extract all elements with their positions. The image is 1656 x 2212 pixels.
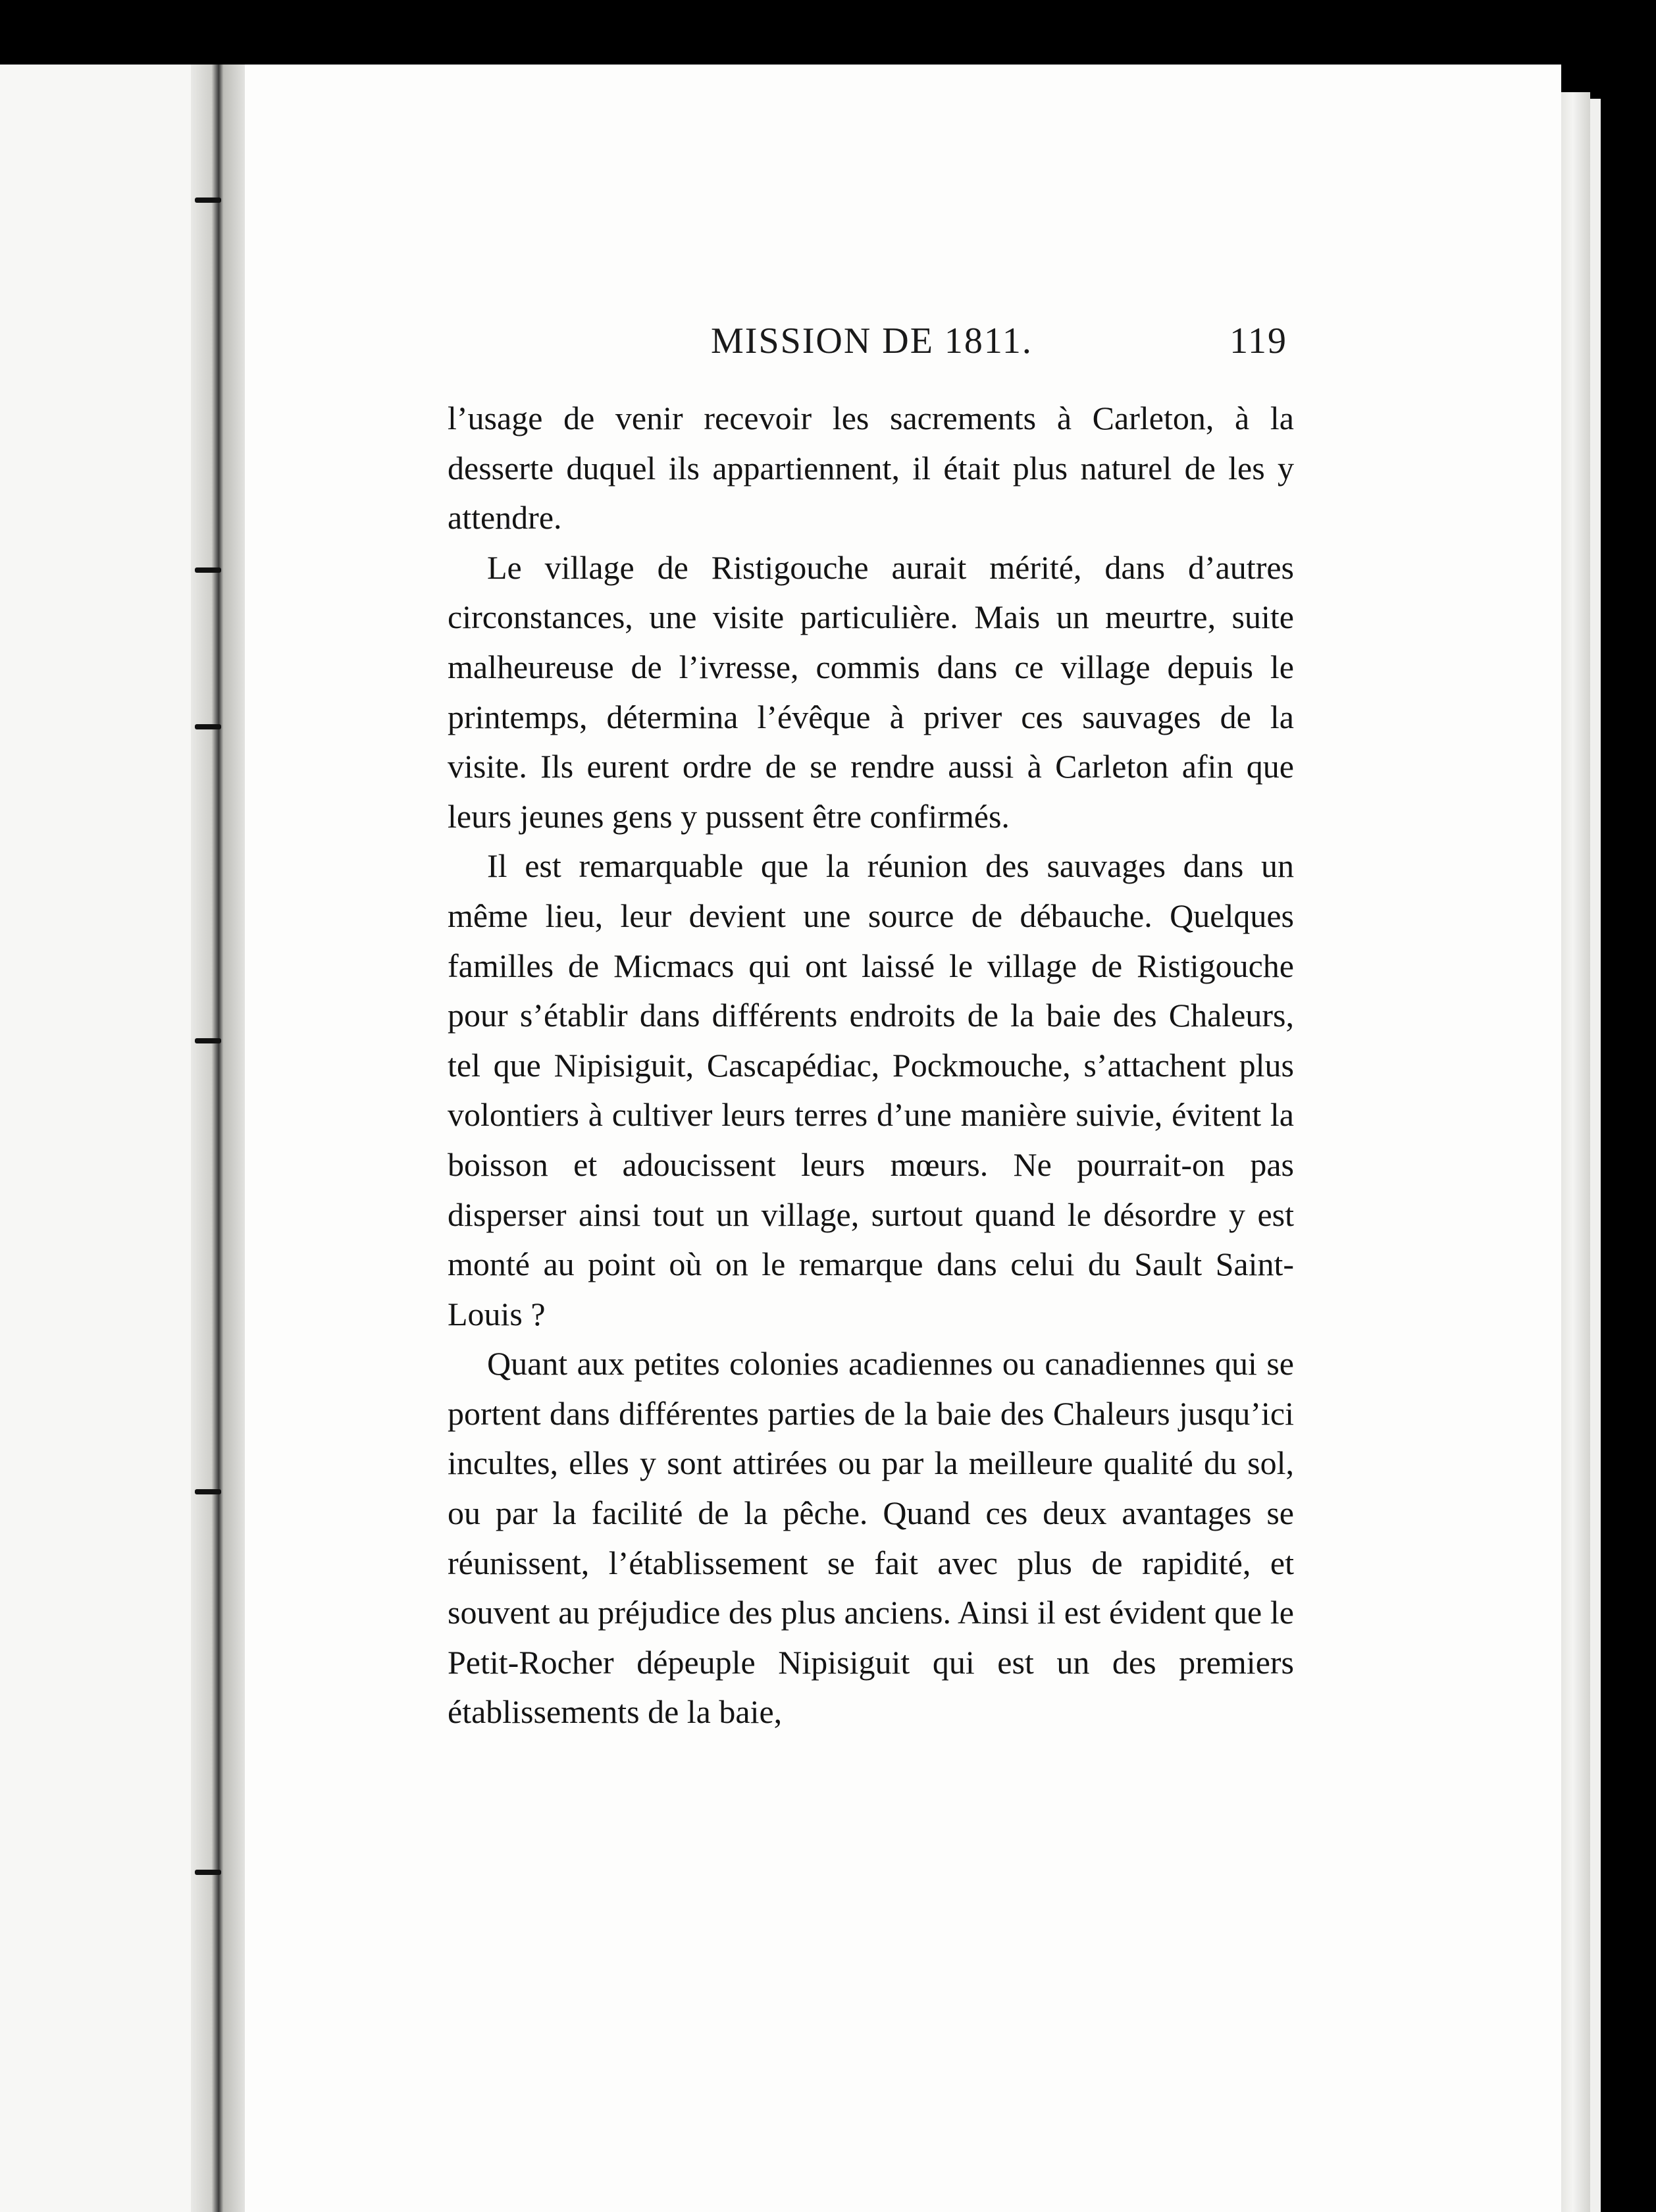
binding-thread-mark <box>195 1489 221 1494</box>
binding-thread-mark <box>195 724 221 729</box>
page-number: 119 <box>1229 321 1287 361</box>
paragraph: Le village de Ristigouche aurait mérité, dans d’autres circonstances, une visite particulière. Mais un meurtre, suite malheureuse de l’ivresse, commis dans ce village depuis le printemps, détermina l’évêque à priver ces sauvages de la visite. Ils eurent ordre de se rendre aussi à Carleton afin que leurs jeunes gens y pussent être confirmés. <box>448 548 1294 835</box>
running-head-title: MISSION DE 1811. <box>711 321 1033 361</box>
paragraph: Il est remarquable que la réunion des sauvages dans un même lieu, leur devient une source de débauche. Quelques familles de Micmacs qui ont laissé le village de Ristigouche pour s’établir dans différents endroits de la baie des Chaleurs, tel que Nipisiguit, Cascapédiac, Pockmouche, s’attachent plus volontiers à cultiver leurs terres d’une manière suivie, évitent la boisson et adoucissent leurs mœurs. Ne pourrait-on pas disperser ainsi tout un village, surtout quand le désordre y est monté au point où on le remarque dans celui du Sault Saint-Louis ? <box>448 847 1294 1332</box>
binding-thread-mark <box>195 198 221 203</box>
binding-thread-mark <box>195 1038 221 1043</box>
book-gutter <box>191 65 250 2212</box>
binding-thread-mark <box>195 1870 221 1875</box>
paragraph: l’usage de venir recevoir les sacrements à Carleton, à la desserte duquel ils appartiennent, il était plus naturel de les y attendre. <box>448 400 1294 537</box>
paragraph: Quant aux petites colonies acadiennes ou canadiennes qui se portent dans différentes parties de la baie des Chaleurs jusqu’ici incultes, elles y sont attirées ou par la meilleure qualité du sol, ou par la facilité de la pêche. Quand ces deux avantages se réunissent, l’établissement se fait avec plus de rapidité, et souvent au préjudice des plus anciens. Ainsi il est évident que le Petit-Rocher dépeuple Nipisiguit qui est un des premiers établissements de la baie, <box>448 1345 1294 1731</box>
binding-thread-mark <box>195 567 221 573</box>
body-text <box>448 394 1294 1737</box>
page-edge <box>1561 92 1590 2212</box>
running-head <box>448 320 1287 373</box>
page-edge <box>1590 99 1601 2212</box>
previous-page-strip <box>0 65 220 2212</box>
